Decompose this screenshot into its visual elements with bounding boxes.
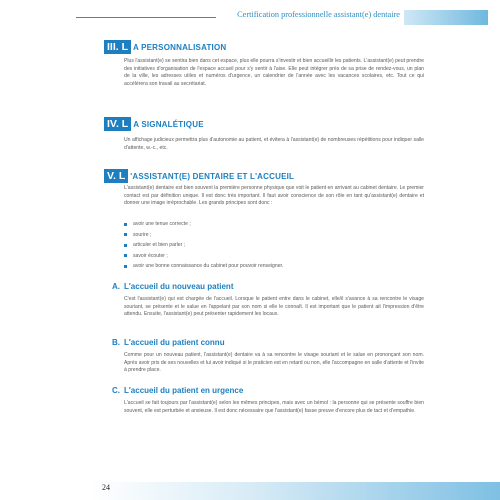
header-rule [76, 17, 216, 18]
bullet-icon [124, 244, 127, 247]
section-heading-4 [104, 117, 204, 131]
section-4-text: Un affichage judicieux permettra plus d'autonomie au patient, et évitera à l'assistant(e) de nombreuses répétitions pour indiquer salle d'attente, w.-c., etc. [124, 137, 424, 151]
section-3-text: Plus l'assistant(e) se sentira bien dans cet espace, plus elle pourra s'investir et bien accueillir les patients. L'assistant(e) peut prendre des initiatives d'organisation de l'espace accueil pour s'y sentir à l'aise. Elle peut intégrer près de sa prise de rendez-vous, un plan de la ville, les adresses utiles et numéros d'urgence, un calendrier de l'année avec les vacances scolaires, etc. Tout ce qui accélérera son travail au secrétariat. [124, 58, 424, 87]
section-heading-3 [104, 40, 226, 54]
page-number: 24 [102, 483, 110, 492]
subsection-a-text: C'est l'assistant(e) qui est chargée de l'accueil. Lorsque le patient entre dans le cabinet, elle/il s'avance à sa rencontre le visage souriant, se présente et le salue en l'appelant par son nom si elle le connaît. Il est important que le patient ait l'impression d'être attendu. Ensuite, l'assistant(e) peut présenter rapidement les locaux. [124, 296, 424, 318]
subsection-c-text: L'accueil se fait toujours par l'assistant(e) selon les mêmes principes, mais avec un bémol : la personne qui se présente souffre bien souvent, elle est perturbée et anxieuse. Il est donc nécessaire que l'assistant(e) fasse preuve d'encore plus de tact et d'empathie. [124, 400, 424, 414]
header-accent [404, 10, 488, 25]
subsection-heading-b: B. L'accueil du patient connu [112, 338, 225, 347]
section-5-text: L'assistant(e) dentaire est bien souvent la première personne physique que voit le patient en arrivant au cabinet dentaire. Le premier contact est par définition unique. Il est donc très important. Il faut avoir conscience de son rôle en tant qu'assistant(e) dentaire et donner une image irréprochable. Les grands principes sont donc : [124, 185, 424, 207]
subsection-heading-a: A. L'accueil du nouveau patient [112, 282, 234, 291]
list-item: articuler et bien parler ; [124, 240, 424, 251]
section-heading-5 [104, 169, 294, 183]
section-number-4: IV. L [104, 117, 131, 131]
section-number-5: V. L [104, 169, 128, 183]
list-item: sourire ; [124, 230, 424, 241]
section-title-5: 'ASSISTANT(E) DENTAIRE ET L'ACCUEIL [130, 171, 295, 181]
list-item: savoir écouter ; [124, 251, 424, 262]
bullet-icon [124, 233, 127, 236]
subsection-heading-c: C. L'accueil du patient en urgence [112, 386, 244, 395]
section-number-3: III. L [104, 40, 131, 54]
principles-list [124, 219, 424, 272]
running-header: Certification professionnelle assistant(e) dentaire [237, 10, 400, 19]
section-title-3: A PERSONNALISATION [133, 42, 227, 52]
subsection-b-text: Comme pour un nouveau patient, l'assistant(e) dentaire va à sa rencontre le visage souriant et le salue en prononçant son nom. Après avoir pris de ses nouvelles et lui avoir indiqué si le praticien est en retard ou non, elle l'accompagne en salle d'attente et l'invite à prendre place. [124, 352, 424, 374]
bullet-icon [124, 223, 127, 226]
bullet-icon [124, 265, 127, 268]
list-item: avoir une bonne connaissance du cabinet pour pouvoir renseigner. [124, 261, 424, 272]
footer-band [90, 482, 500, 500]
section-title-4: A SIGNALÉTIQUE [133, 119, 204, 129]
list-item: avoir une tenue correcte ; [124, 219, 424, 230]
bullet-icon [124, 254, 127, 257]
